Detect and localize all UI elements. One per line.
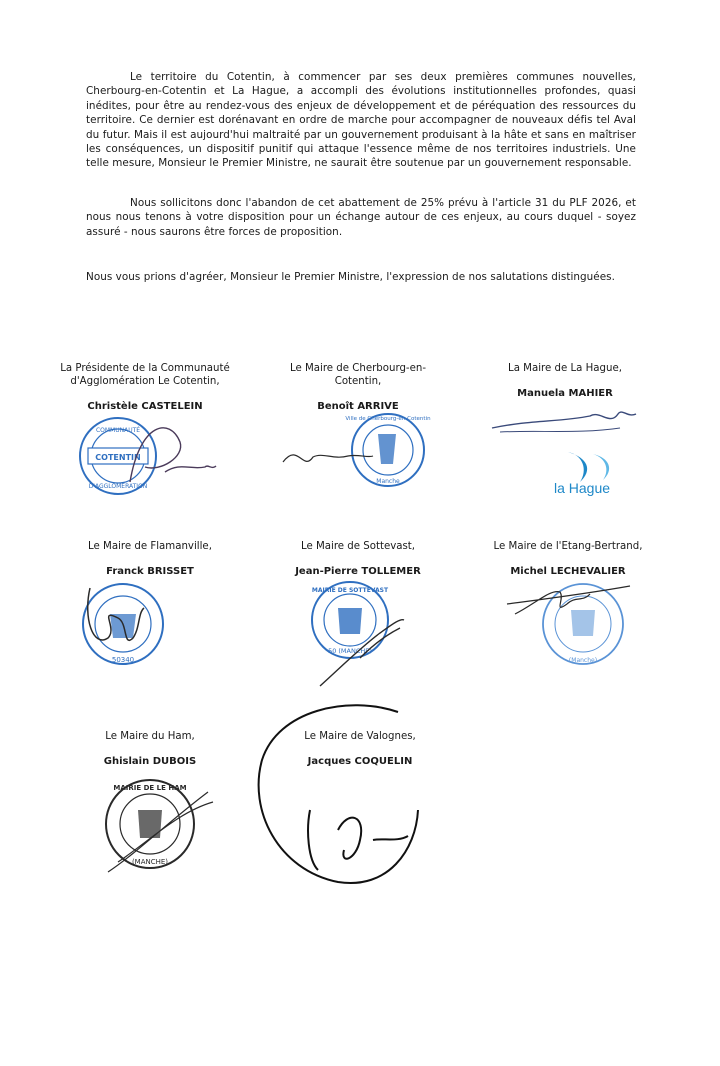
signatory-title: Le Maire de Valognes,	[304, 731, 416, 742]
signatory-block-arrive	[268, 362, 448, 413]
signatory-title: Cotentin,	[334, 376, 382, 387]
signatory-name: Jacques COQUELIN	[307, 756, 413, 767]
svg-text:MAIRIE DE LE HAM: MAIRIE DE LE HAM	[113, 784, 187, 792]
stamp-signature-brisset	[78, 578, 178, 670]
la-hague-logo	[548, 450, 638, 500]
letter-paragraph-1	[86, 70, 636, 171]
signatory-name: Franck BRISSET	[106, 566, 194, 577]
letter-paragraph-2	[86, 196, 636, 239]
signatory-title: d'Agglomération Le Cotentin,	[70, 376, 220, 387]
svg-text:Ville de Cherbourg-en-Cotentin: Ville de Cherbourg-en-Cotentin	[345, 416, 431, 422]
signatory-title: Le Maire de l'Etang-Bertrand,	[493, 541, 643, 552]
signatory-name: Jean-Pierre TOLLEMER	[295, 566, 421, 577]
signature-mahier	[490, 400, 640, 440]
la-hague-logo-text: la Hague	[554, 480, 611, 496]
svg-text:(MANCHE): (MANCHE)	[131, 858, 169, 866]
paragraph-1-text: Le territoire du Cotentin, à commencer par ses deux premières communes nouvelles, Cherbourg-en-Cotentin et La Hague, a accompli des évolutions institutionnelles profondes, quasi inédites, pour être au rendez-vous des enjeux de développement et de péréquation des ressources du territoire. Ce dernier est dorénavant en ordre de marche pour accompagner de nouveaux défis tel Aval du futur. Mais il est aujourd'hui maltraité par un gouvernement produisant à la hâte et sans en maîtriser les conséquences, un dispositif punitif qui attaque l'essence même de nos territoires industriels. Une telle mesure, Monsieur le Premier Ministre, ne saurait être soutenue par un gouvernement responsable.	[86, 71, 636, 170]
svg-text:50340: 50340	[111, 656, 135, 664]
svg-text:D'AGGLOMÉRATION: D'AGGLOMÉRATION	[88, 483, 148, 490]
wave-logo-icon	[548, 450, 638, 484]
svg-text:(Manche): (Manche)	[568, 657, 598, 664]
signatory-name: Christèle CASTELEIN	[87, 401, 203, 412]
svg-text:MAIRIE DE SOTTEVAST: MAIRIE DE SOTTEVAST	[311, 587, 389, 594]
signatory-name: Benoît ARRIVE	[317, 401, 399, 412]
stamp-signature-arrive	[278, 412, 438, 492]
signatory-title: Le Maire de Flamanville,	[88, 541, 212, 552]
svg-text:COTENTIN: COTENTIN	[95, 453, 141, 462]
signatory-title: Le Maire de Cherbourg-en-	[289, 363, 427, 374]
signatory-block-dubois	[80, 730, 220, 768]
svg-text:COMMUNAUTÉ: COMMUNAUTÉ	[95, 427, 141, 434]
signatory-block-brisset	[70, 540, 230, 578]
stamp-signature-castelein	[70, 412, 220, 502]
signatory-title: Le Maire de Sottevast,	[300, 541, 416, 552]
signatory-name: Ghislain DUBOIS	[103, 756, 197, 767]
svg-text:Manche: Manche	[376, 478, 400, 485]
signatory-title: La Présidente de la Communauté	[60, 363, 230, 374]
closing-text: Nous vous prions d'agréer, Monsieur le Premier Ministre, l'expression de nos salutations distinguées.	[86, 271, 615, 283]
stamp-signature-dubois	[98, 772, 218, 882]
signatory-name: Manuela MAHIER	[517, 388, 613, 399]
paragraph-2-text: Nous sollicitons donc l'abandon de cet abattement de 25% prévu à l'article 31 du PLF 2026, et nous nous tenons à votre disposition pour un échange autour de ces enjeux, au cours duquel - soyez assuré - nous saurons être forces de proposition.	[86, 197, 636, 238]
signatory-name: Michel LECHEVALIER	[510, 566, 626, 577]
signature-circle-coquelin	[248, 700, 420, 890]
stamp-signature-lechevalier	[505, 574, 645, 674]
signatory-title: La Maire de La Hague,	[508, 363, 622, 374]
signatory-block-castelein	[50, 362, 240, 413]
signatory-block-tollemer	[270, 540, 446, 578]
signatory-title: Le Maire du Ham,	[105, 731, 195, 742]
signatory-block-lechevalier	[480, 540, 656, 578]
svg-text:50 (MANCHE): 50 (MANCHE)	[328, 647, 372, 655]
signatory-block-mahier	[486, 362, 644, 400]
signatory-block-coquelin	[290, 730, 430, 768]
stamp-signature-tollemer	[300, 578, 410, 693]
letter-closing	[86, 270, 636, 284]
